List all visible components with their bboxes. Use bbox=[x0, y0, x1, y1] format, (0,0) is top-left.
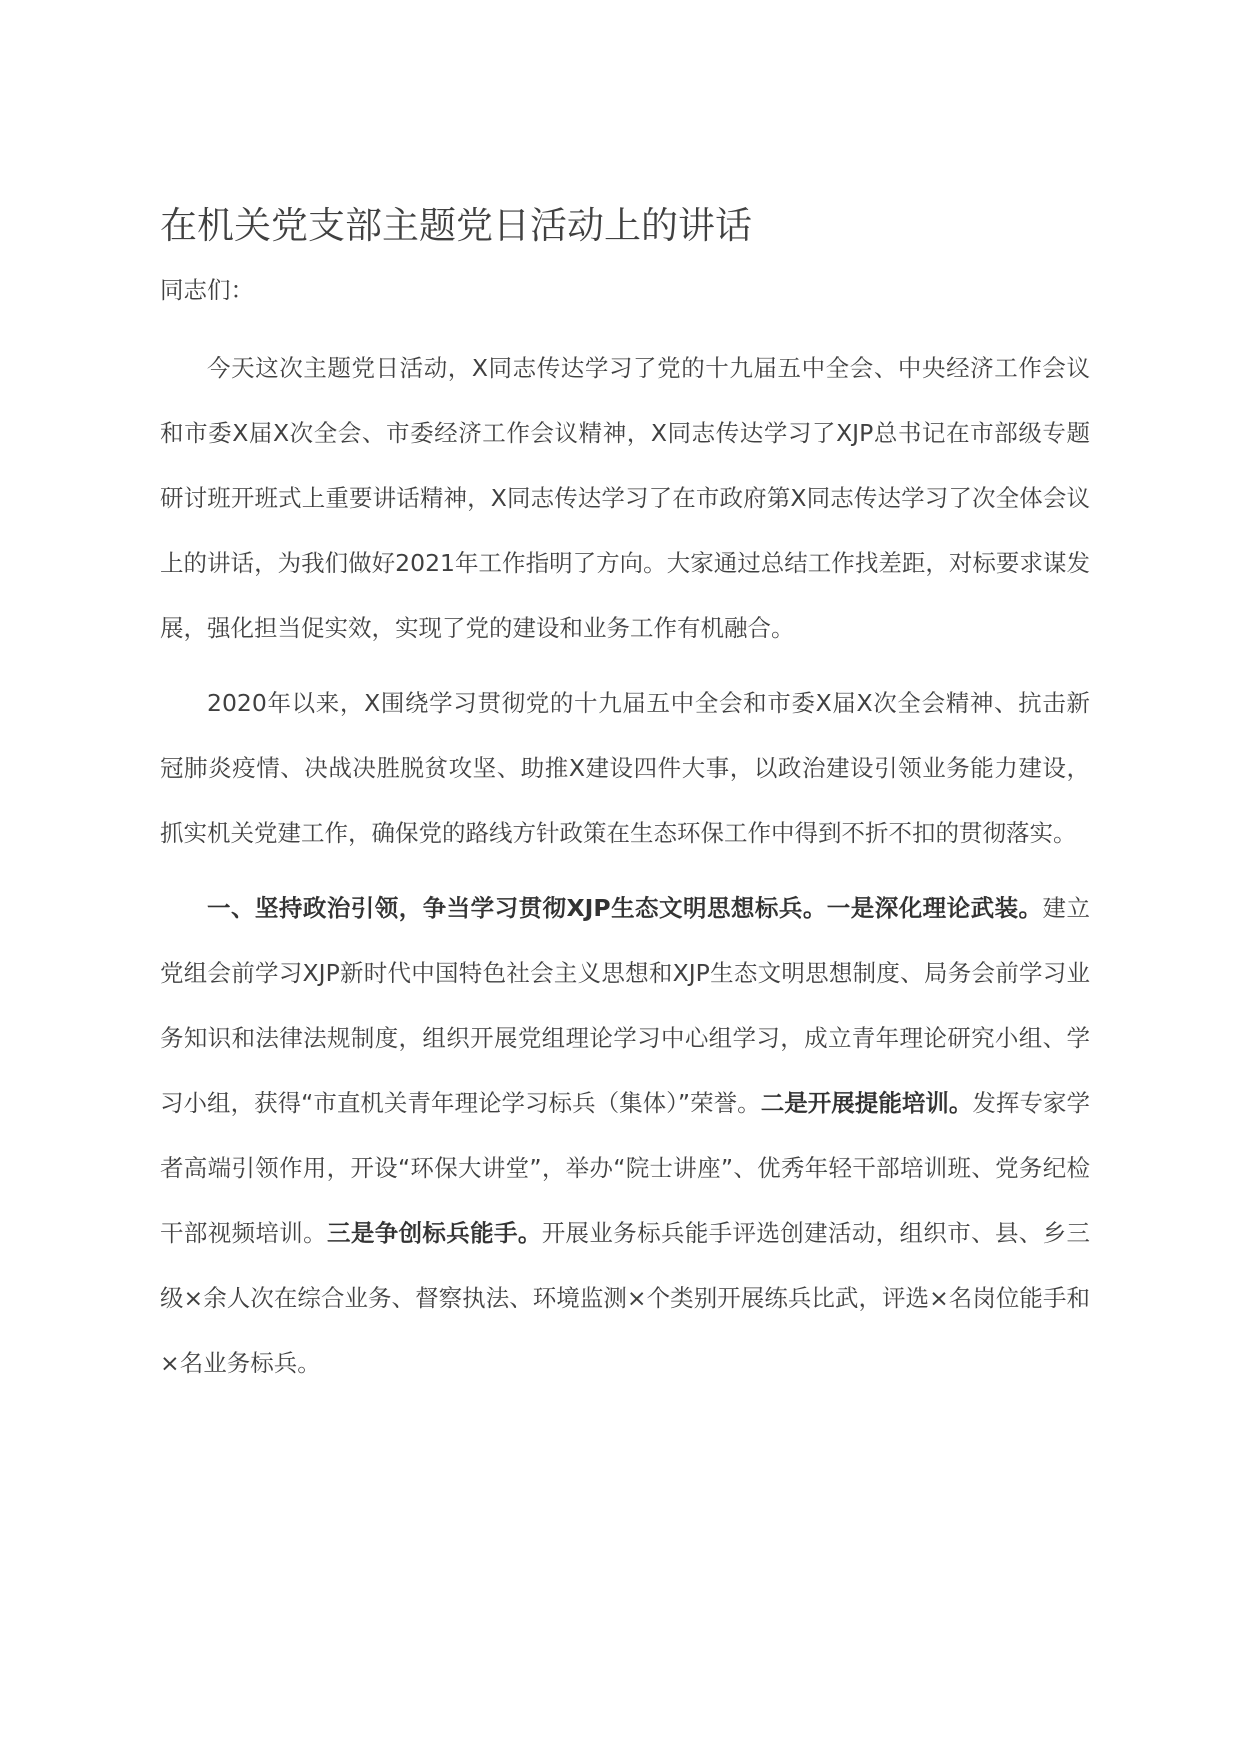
point-heading: 三是争创标兵能手。 bbox=[327, 1219, 542, 1247]
paragraph-overview: 2020年以来，X围绕学习贯彻党的十九届五中全会和市委X届X次全会精神、抗击新冠肺炎疫情、决战决胜脱贫攻坚、助推X建设四件大事，以政治建设引领业务能力建设，抓实机关党建工作，确保党的路线方针政策在生态环保工作中得到不折不扣的贯彻落实。 bbox=[160, 689, 1090, 847]
section-heading: 一、坚持政治引领，争当学习贯彻XJP生态文明思想标兵。一是深化理论武装。 bbox=[207, 894, 1043, 922]
point-heading: 二是开展提能培训。 bbox=[760, 1089, 973, 1117]
body-text: 开展业务标兵能手评选创建活动，组织市、县、乡三级×余人次在综合业务、督察执法、环境监测×个类别开展练兵比武，评选×名岗位能手和×名业务标兵。 bbox=[160, 1219, 1091, 1377]
body-text: 建立党组会前学习XJP新时代中国特色社会主义思想和XJP生态文明思想制度、局务会前学习业务知识和法律法规制度，组织开展党组理论学习中心组学习，成立青年理论研究小组、学习小组，获得“市直机关青年理论学习标兵（集体）”荣誉。 bbox=[160, 894, 1090, 1117]
salutation: 同志们： bbox=[160, 276, 254, 304]
document-title: 在机关党支部主题党日活动上的讲话 bbox=[160, 204, 752, 247]
paragraph-intro: 今天这次主题党日活动，X同志传达学习了党的十九届五中全会、中央经济工作会议和市委X届X次全会、市委经济工作会议精神，X同志传达学习了XJP总书记在市部级专题研讨班开班式上重要讲话精神，X同志传达学习了在市政府第X同志传达学习了次全体会议上的讲话，为我们做好2021年工作指明了方向。大家通过总结工作找差距，对标要求谋发展，强化担当促实效，实现了党的建设和业务工作有机融合。 bbox=[160, 354, 1090, 642]
body-text: 发挥专家学者高端引领作用，开设“环保大讲堂”，举办“院士讲座”、优秀年轻干部培训班、党务纪检干部视频培训。 bbox=[160, 1089, 1090, 1247]
document-body bbox=[160, 196, 1090, 1396]
paragraph-section-one bbox=[160, 876, 1090, 1396]
